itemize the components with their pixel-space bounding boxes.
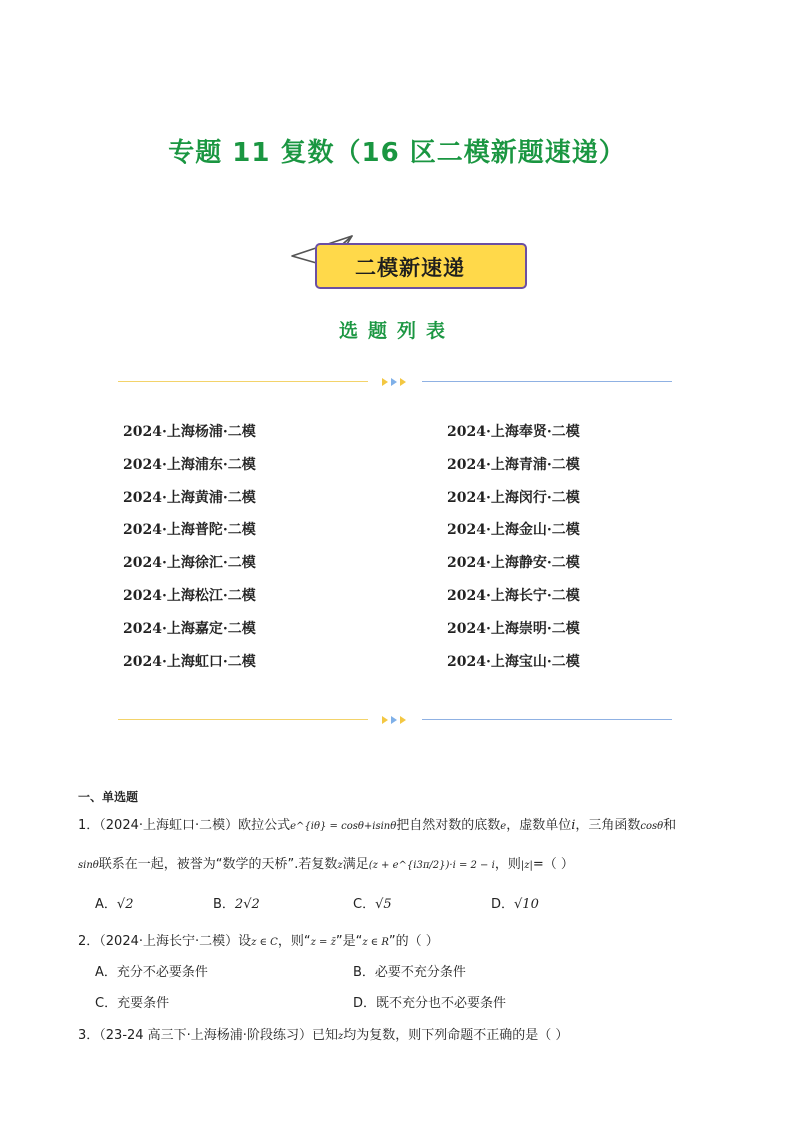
list-item: 2024·上海宝山·二模 [447,653,580,670]
e-symbol: e [500,821,507,832]
condition-formula: (z + e^{i3π/2})·i = 2 − i [368,860,495,871]
list-item: 2024·上海黄浦·二模 [123,489,256,506]
cos-symbol: cosθ [640,821,664,832]
list-item: 2024·上海普陀·二模 [123,522,256,539]
question-1-line-2 [78,853,574,872]
page-title: 专题 11 复数（16 区二模新题速递） [168,138,626,168]
q1-text: 联系在一起，被誉为“数学的天桥”.若复数 [98,857,338,872]
q1-text: ，虚数单位 [506,818,572,833]
bottom-divider [118,716,672,724]
list-item: 2024·上海崇明·二模 [447,620,580,637]
district-list-left [123,422,256,684]
z-symbol: z [337,860,343,871]
q1-option-c: C．√5 [353,897,392,912]
q1-text: ，则 [494,857,521,872]
top-divider [118,378,672,386]
list-item: 2024·上海杨浦·二模 [123,424,256,440]
question-2 [78,930,439,949]
i-symbol: i [571,818,576,833]
z-symbol: z [337,1031,344,1042]
q1-option-d: D．√10 [491,897,539,912]
question-1-line-1 [78,814,676,833]
list-item: 2024·上海青浦·二模 [447,456,580,473]
arrows-icon [372,716,418,724]
q1-option-a: A．√2 [95,897,134,912]
q1-option-b: B．2√2 [213,897,260,912]
q2-option-b: B．必要不充分条件 [353,965,466,980]
arrows-icon [372,378,418,386]
section-heading: 一、单选题 [78,790,139,804]
list-item: 2024·上海静安·二模 [447,555,580,572]
euler-formula: e^{iθ} = cosθ+isinθ [290,821,397,832]
list-item: 2024·上海松江·二模 [123,587,256,604]
district-list-right [447,422,580,684]
q1-text: 满足 [342,857,369,872]
section-banner [315,243,527,289]
q2-text: ”的（ ） [388,934,439,949]
list-item: 2024·上海金山·二模 [447,522,580,539]
list-item: 2024·上海奉贤·二模 [447,424,580,440]
list-item: 2024·上海嘉定·二模 [123,620,256,637]
list-item: 2024·上海闵行·二模 [447,489,580,506]
list-item: 2024·上海徐汇·二模 [123,555,256,572]
q3-text: 3．（23-24 高三下·上海杨浦·阶段练习）已知 [78,1028,338,1043]
q2-option-d: D．既不充分也不必要条件 [353,996,507,1011]
sin-symbol: sinθ [78,860,99,871]
q3-text: 均为复数，则下列命题不正确的是（ ） [343,1028,569,1043]
question-3 [78,1024,568,1043]
list-item: 2024·上海长宁·二模 [447,587,580,604]
q1-text: ，三角函数 [575,818,641,833]
q1-text: 1．（2024·上海虹口·二模）欧拉公式 [78,818,291,833]
banner-label: 二模新速递 [355,256,465,280]
list-item: 2024·上海虹口·二模 [123,653,256,670]
list-subtitle: 选题列表 [338,320,455,342]
list-item: 2024·上海浦东·二模 [123,456,256,473]
cond-z-in-c: z ∈ C [251,937,278,948]
q1-text: 把自然对数的底数 [396,818,501,833]
q2-option-a: A．充分不必要条件 [95,965,208,980]
q2-text: ，则“ [277,934,311,949]
cond-z-in-r: z ∈ R [362,937,389,948]
q2-option-c: C．充要条件 [95,996,170,1011]
cond-z-conj: z = z̄ [310,937,336,948]
q1-text: 和 [663,818,677,833]
q1-text: =（ ） [532,857,574,872]
abs-z: |z| [520,860,533,871]
q2-text: ”是“ [335,934,363,949]
q2-text: 2．（2024·上海长宁·二模）设 [78,934,252,949]
